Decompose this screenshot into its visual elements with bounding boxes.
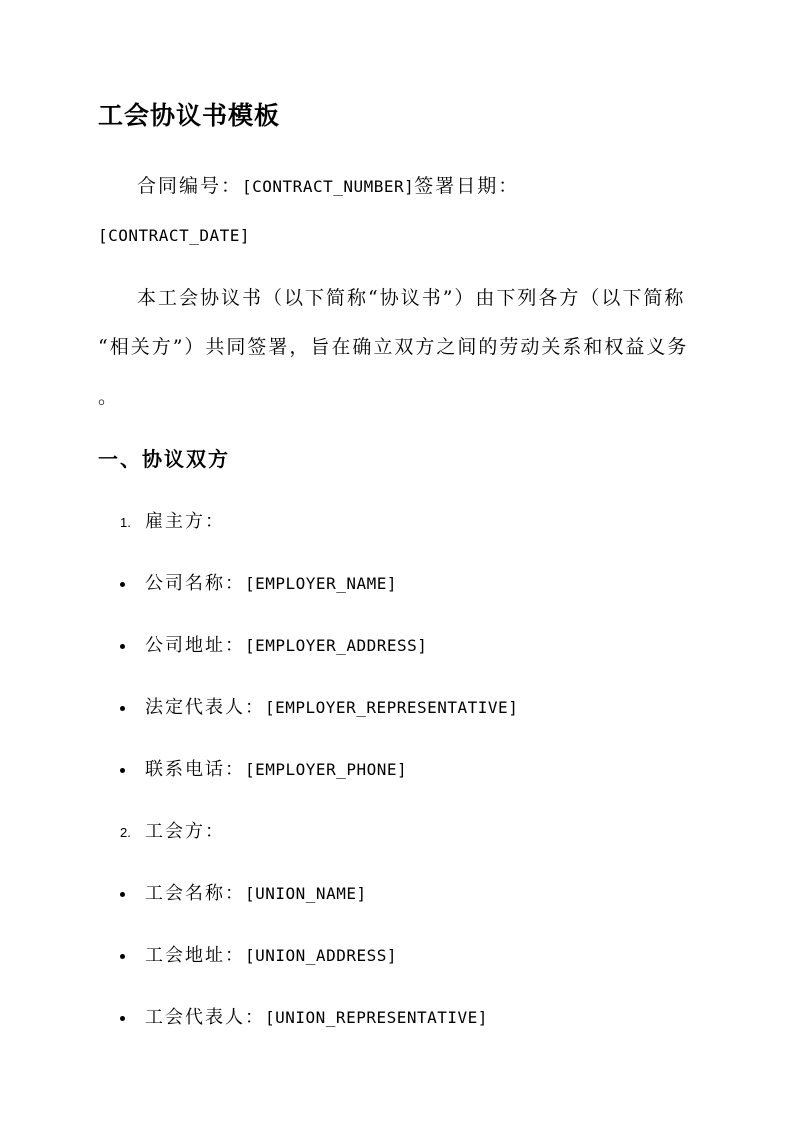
list-item xyxy=(145,756,407,784)
bullet-icon xyxy=(120,644,125,649)
item-label: 工会代表人： xyxy=(145,1007,265,1028)
item-value: [UNION_REPRESENTATIVE] xyxy=(265,1008,488,1027)
intro-line-2: “相关方”）共同签署，旨在确立双方之间的劳动关系和权益义务 xyxy=(98,336,689,358)
item-label: 工会名称： xyxy=(145,883,245,904)
contract-number-label: 合同编号： xyxy=(137,175,243,197)
document-title: 工会协议书模板 xyxy=(98,101,281,130)
union-number: 2. xyxy=(120,825,131,840)
sign-date-label: 签署日期： xyxy=(414,175,520,197)
item-label: 公司地址： xyxy=(145,635,245,656)
item-value: [UNION_ADDRESS] xyxy=(245,946,397,965)
item-label: 法定代表人： xyxy=(145,697,265,718)
bullet-icon xyxy=(120,1016,125,1021)
list-item xyxy=(145,942,397,970)
item-value: [EMPLOYER_REPRESENTATIVE] xyxy=(265,698,519,717)
list-item xyxy=(145,632,427,660)
intro-line-1: 本工会协议书（以下简称“协议书”）由下列各方（以下简称 xyxy=(137,287,686,309)
contract-number-value: [CONTRACT_NUMBER] xyxy=(242,177,415,196)
employer-number: 1. xyxy=(120,515,131,530)
bullet-icon xyxy=(120,892,125,897)
list-item xyxy=(145,880,367,908)
section-title: 一、协议双方 xyxy=(98,447,230,471)
contract-date-value: [CONTRACT_DATE] xyxy=(98,226,250,245)
item-value: [EMPLOYER_NAME] xyxy=(245,574,397,593)
item-value: [EMPLOYER_PHONE] xyxy=(245,760,408,779)
item-label: 公司名称： xyxy=(145,573,245,594)
item-value: [UNION_NAME] xyxy=(245,884,367,903)
union-label: 工会方： xyxy=(145,821,225,842)
list-item xyxy=(145,570,397,598)
bullet-icon xyxy=(120,954,125,959)
contract-date-line xyxy=(98,221,250,250)
intro-line-3: 。 xyxy=(98,386,120,408)
item-label: 工会地址： xyxy=(145,945,245,966)
bullet-icon xyxy=(120,706,125,711)
employer-label: 雇主方： xyxy=(145,511,225,532)
list-item xyxy=(145,1004,488,1032)
bullet-icon xyxy=(120,768,125,773)
bullet-icon xyxy=(120,582,125,587)
list-item xyxy=(145,694,518,722)
item-value: [EMPLOYER_ADDRESS] xyxy=(245,636,428,655)
item-label: 联系电话： xyxy=(145,759,245,780)
contract-info-line xyxy=(137,172,519,201)
